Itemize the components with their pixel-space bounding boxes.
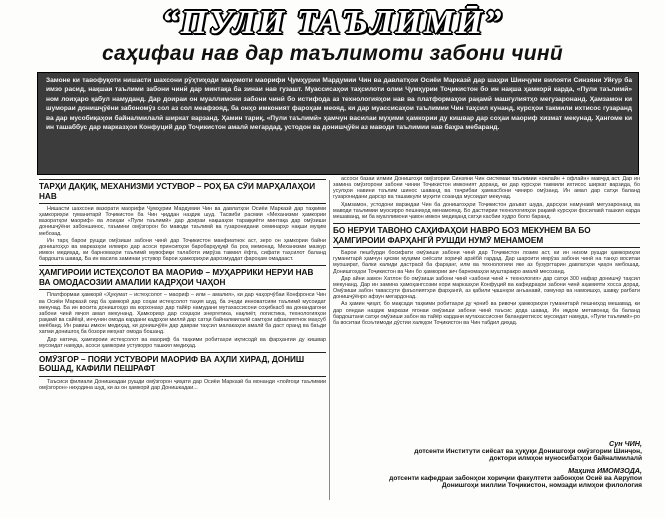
left-column (39, 176, 326, 506)
author-signature (414, 440, 642, 463)
author-title: Донишгоҳи миллии Тоҷикистон, номзади илмҳои филология (441, 482, 642, 490)
author-title: дотсенти кафедраи забонҳои хориҷии факултети забонҳои Осиё ва Аврупои (389, 474, 642, 482)
column-divider (329, 180, 330, 500)
heading-rule (333, 247, 640, 248)
paragraph: Дар натиҷа, ҳамгироии истеҳсолот ва маориф ба таҳкими робитаҳои иқтисодӣ ва фарҳангии ду кишвар мусоидат намуда, асоси ҳамкории устуворро ташкил медиҳад. (39, 336, 326, 349)
heading-rule (39, 203, 326, 204)
heading-rule (39, 289, 326, 290)
paragraph: Нишасти шахсони вазорати маорифи Ҷумҳурии Мардумии Чин ва давлатҳои Осиёи Марказӣ дар таҳкими ҳамкориҳои гуманитарӣ Тоҷикистон ба Чин ҷиддан наздик шуд. Тасвиби расмии «Механизми ҳамкории вазоратҳои маориф» ва лоиҳаи «Пули таълимӣ» дар доираи нақшаҳои тараққиёти минтақа дар омӯзиши донишҷӯёни забоншинос, таъмини омӯзгорон бо маводи таълимӣ ва гузаронидани семинарҳо нақши муҳим мебозад. (39, 206, 326, 237)
paragraph: Ин тарҳ барои рушди омӯзиши забони чинӣ дар Тоҷикистон манфиатнок аст, зеро он ҳамкории байни донишгоҳҳо ва марказҳои илмиро дар асоси принсипҳои баробарҳуқуқӣ ба роҳ мемонад. Механизми мазкур имкон медиҳад, ки барномаҳои таълимӣ мувофиқи талаботи имрӯза такмил ёфта, сифати таҳсилот баланд бардошта шавад. Ба ин васила заминаи устувор барои ҳамкориҳои дарозмуддат фароҳам омадааст. (39, 237, 326, 263)
section-heading: ҲАМГИРОИИ ИСТЕҲСОЛОТ ВА МАОРИФ – МУҲАРРИКИ НЕРУИ НАВ ВА ОМОДАСОЗИИ АМАЛИИ КАДРҲОИ ЧАҲОН (39, 268, 314, 287)
heading-rule (39, 179, 326, 180)
heading-rule (39, 352, 326, 353)
author-signature (389, 467, 642, 490)
author-name: Маҳина ИМОМЗОДА, (568, 466, 642, 475)
author-title: дотсенти Институти сиёсат ва ҳуқуқи Донишгоҳи омӯзгории Шинҷон, (414, 447, 642, 455)
paragraph: ассоси базаи илмии Донишгоҳи омӯзгории Синзяни Чин системаи таълимии «онлайн + офлайн» мавҷуд аст. Дар ин замина омӯзгорони забони чинии Тоҷикистон имконият доранд, ки дар курсҳои такмили ихтисос ширкат варзида, бо усулҳои навини таълим шинос шаванд ва таҷрибаи ҳамкасбони чиниро омӯзанд. Ин амал дар сатҳи баланд гузаронидани дарсҳо ва ташаккули муҳити созанда мусоидат мекунад. (333, 176, 640, 201)
paragraph: Таъсиси филиали Донишкадаи рушди омӯзгорон ҷиҳати дар Осиёи Марказӣ ба монанди «пойгоҳи таълимии омӯзгорон» ниҳодина шуд, ки аз он ҳамкорӣ дар Донишкадаи... (39, 378, 326, 391)
article-subtitle: саҳифаи нав дар таълимоти забони чинӣ (101, 42, 564, 65)
author-title: доктори илмҳои муносибатҳои байналмилалӣ (489, 455, 642, 463)
paragraph: Барои пешбурди босифати омӯзиши забони чинӣ дар Тоҷикистон лозим аст, ки ин низом рушди ҳамкориҳои гуманитарӣ ҳамчун қисми муҳими сиёсати хориҷӣ арзёбӣ гардад. Дар шароити имрӯза забони чинӣ на танҳо воситаи муошират, балки калиди дастрасӣ ба фарҳанг, илм ва технологияи яке аз бузургтарин давлатҳои ҷаҳон мебошад. Донишгоҳҳои Тоҷикистон ва Чин бо ҳамкории зич барномаҳои муштаракро амалӣ месозанд. (333, 250, 640, 275)
heading-rule (39, 265, 326, 266)
section-heading: БО НЕРУИ ТАВОНО САҲИФАҲОИ НАВРО БОЗ МЕКУНЕМ ВА БО ҲАМГИРОИИ ФАРҲАНГӢ РУШДИ НУМӮ МЕНАМОЕМ (333, 226, 591, 245)
section-heading: ОМӮЗГОР – ПОЯИ УСТУВОРИ МАОРИФ ВА АҲЛИ ХИРАД, ДОНИШ БОШАД, КАФИЛИ ПЕШРАФТ (39, 354, 305, 374)
lead-box (37, 72, 639, 175)
heading-rule (39, 376, 326, 377)
paragraph: Аз ҳамин ҷиҳат, бо мақсади таҳкими робитаҳои ду ҷониб ва ривоҷи ҳамкориҳои гуманитарӣ пешниҳод мешавад, ки дар ояндаи наздик маркази ягонаи омӯзиши забони чинӣ таъсис дода шавад. Ин иқдом метавонад ба баланд бардоштани сатҳи омӯзиши забон ва тайёр кардани мутахассисони баландихтисос мусоидат намуда, «Пули таълимӣ»-ро ба воситаи боэътимоди дӯстии халқҳои Тоҷикистон ва Чин табдил диҳад. (333, 301, 640, 326)
section-heading: ТАРҲИ ДАҚИҚ, МЕХАНИЗМИ УСТУВОР – РОҲ БА СӮИ МАРҲАЛАҲОИ НАВ (39, 182, 316, 201)
heading-rule (333, 223, 640, 224)
masthead (0, 4, 665, 42)
paragraph: Дар айни замон Хатлон бо омӯзиши забони чинӣ «забони чинӣ + технология» дар сатҳи 300 нафар донишҷӯ таҳсил мекунанд. Дар ин замина ҳамоҳангсозии кори марказҳои Конфуций ва кафедраҳои забони чинӣ аҳамияти хосса дорад. Омӯзиши забон тавассути фаъолиятҳои фарҳангӣ, аз қабили ҷашнҳои анъанавӣ, озмунҳо ва намоишҳо, шавқу рағбати донишҷӯёнро афзун мегардонад. (333, 275, 640, 301)
article-title: “ПУЛИ ТАЪЛИМӢ” (161, 4, 504, 41)
paragraph: Платформаи ҳамкорӣ «Ҳукумат – истеҳсолот – маориф – илм – амалия», ки дар чаҳорчӯбаи Конфронси Чин ва Осиёи Марказӣ оид ба ҳамкорӣ дар соҳаи истеҳсолот таҳия шуд, ба эҷоди инноватсияи таълимӣ мусоидат мекунад. Ба ин восита донишгоҳҳо ва корхонаҳо дар тайёр намудани мутахассисони соҳибкасб ва донандагони забони чинӣ якҷоя амал мекунанд. Ҳамкориҳо дар соҳаҳои энергетика, нақлиёт, логистика, технологияҳои рақамӣ ва сайёҳӣ, инчунин омода кардани кадрҳои миллӣ дар сатҳи байналмилалӣ самтҳои афзалиятнок маҳсуб меёбанд. Ин равиш имкон медиҳад, ки донишҷӯён дар давраи таҳсил малакаҳои амалӣ ба даст оранд ва баъди хатми донишгоҳ ба бозори меҳнат омода бошанд. (39, 292, 326, 336)
author-name: Сун ЧИН, (609, 439, 642, 448)
paragraph: Ҳамзамон, устодони варзидаи Чин ба донишгоҳҳои Тоҷикистон даъват шуда, дарсҳои намунавӣ мегузаронанд ва маводи таълимии муосирро пешниҳод менамоянд. Бо дастгирии технологияҳои рақамӣ курсҳои фосилавӣ ташкил карда мешаванд, ки ба муаллимони ҷавон имкон медиҳанд сатҳи касбии худро боло баранд. (333, 201, 640, 220)
lead-text: Замоне ки тавофуқоти нишасти шахсони рӯҳтиҳоди мақомоти маорифи Ҷумҳурии Мардумии Чин ва давлатҳои Осиёи Марказӣ дар шаҳри Шинҷуми вилояти Синзяни Уйғур ба имзо расид, нақшаи таълими забони чинӣ дар минтақа ба зинаи нав гузашт. Муассисаҳои таҳсилоти олии Ҷумҳурии Тоҷикистон бо ин нақша ҳамкорӣ карда, «Пули таълимӣ» ном лоиҳаро қабул намуданд. Дар доираи он муаллимони забони чинӣ бо истифода аз технологияҳои нав ва платформаҳои рақамӣ машғулиятҳо мегузаронанд. Ҳамзамон ки шумораи донишҷӯёни забономӯз сол аз сол меафзояд, ба онҳо имконият фароҳам меояд, ки дар муассисаҳои таълимии Чин таҳсил кунанд, курсҳои такмили ихтисос гузаранд ва дар мусобиқаҳои байналмилалӣ ширкат варзанд. Ҳамин тариқ, «Пули таълимӣ» ҳамчун василаи муҳими ҳамкории ду кишвар дар соҳаи маориф хизмат мекунад. Ҳангоме ки ин ташаббус дар марказҳои Конфуций дар Тоҷикистон амалӣ мегардад, устодон ва донишҷӯён аз маводи таълимии нав баҳра мебаранд. (46, 77, 632, 132)
